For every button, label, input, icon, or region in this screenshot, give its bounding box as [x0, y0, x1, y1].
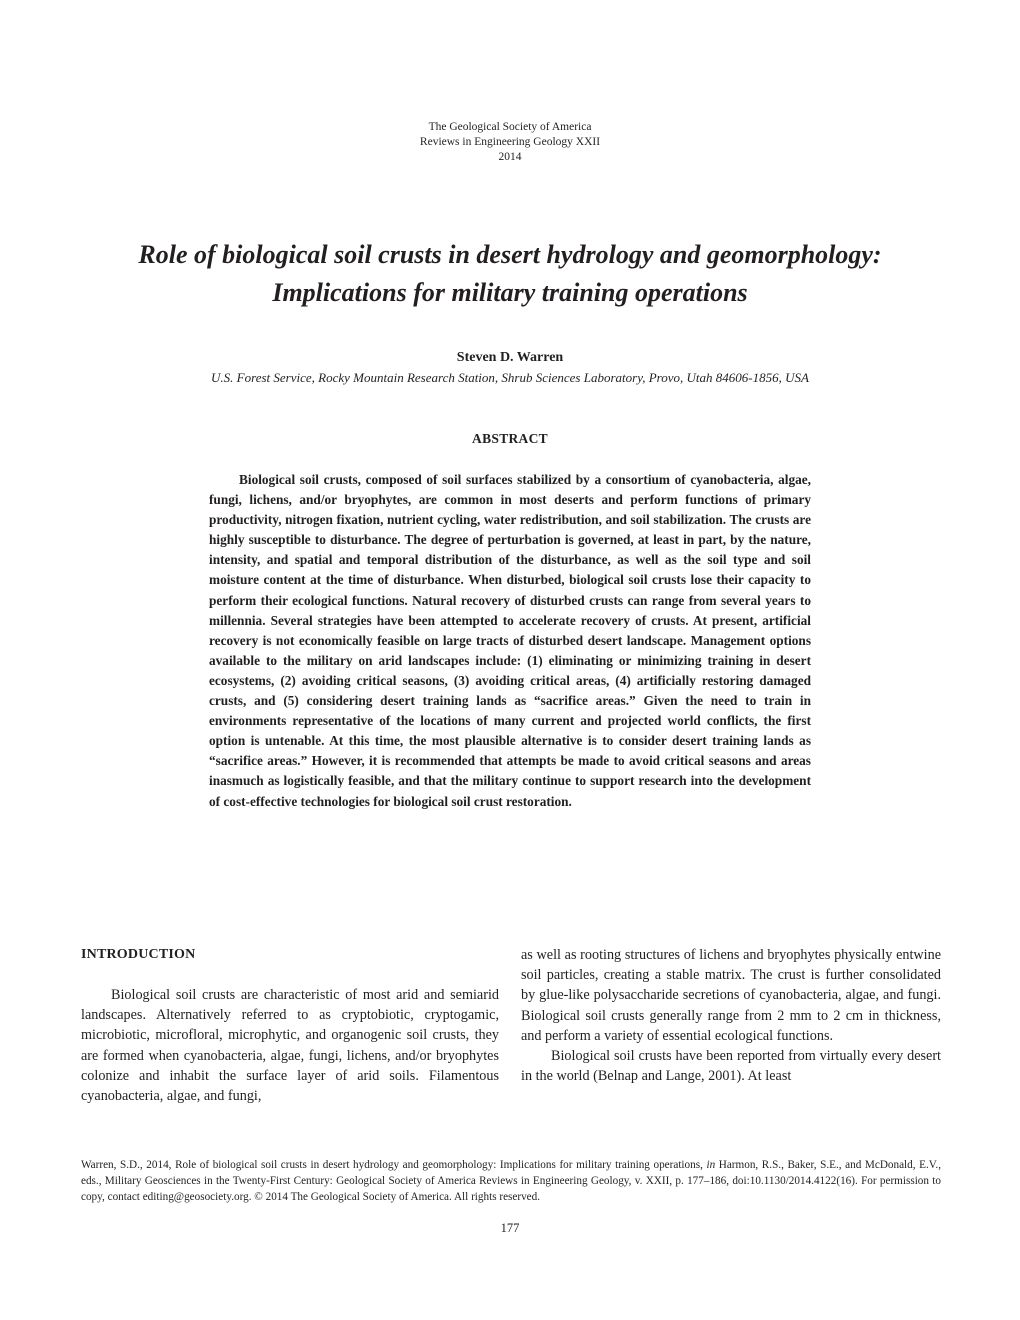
intro-paragraph-continued: as well as rooting structures of lichens and bryophytes physically entwine soil particles, creating a stable matrix. The crust is further consolidated by glue-like polysaccharide secretions of cyanobacteria, algae, and fungi. Biological soil crusts generally range from 2 mm to 2 cm in thickness, and perform a variety of essential ecological functions. — [521, 947, 941, 1044]
left-column — [81, 945, 499, 1106]
title-line-2: Implications for military training operations — [272, 278, 748, 307]
page-number: 177 — [500, 1221, 520, 1235]
intro-paragraph-2: Biological soil crusts have been reported from virtually every desert in the world (Belnap and Lange, 2001). At least — [521, 1048, 941, 1085]
journal-masthead — [0, 120, 1020, 165]
right-column — [521, 945, 941, 1086]
author-name: Steven D. Warren — [456, 350, 564, 365]
society-name: The Geological Society of America — [428, 121, 592, 133]
series-name: Reviews in Engineering Geology XXII — [419, 136, 601, 148]
author-affiliation: U.S. Forest Service, Rocky Mountain Research Station, Shrub Sciences Laboratory, Provo, Utah 84606-1856, USA — [211, 370, 809, 385]
intro-paragraph-1: Biological soil crusts are characteristic of most arid and semiarid landscapes. Alternatively referred to as cryptobiotic, cryptogamic, microbiotic, microfloral, microphytic, and organogenic soil crusts, they are formed when cyanobacteria, algae, fungi, lichens, and/or bryophytes colonize and inhabit the surface layer of arid soils. Filamentous cyanobacteria, algae, and fungi, — [81, 987, 499, 1105]
title-line-1: Role of biological soil crusts in desert hydrology and geomorphology: — [138, 240, 882, 269]
abstract-heading: ABSTRACT — [472, 431, 548, 446]
citation-footnote — [81, 1157, 941, 1205]
footnote-citation-start: Warren, S.D., 2014, Role of biological soil crusts in desert hydrology and geomorphology: Implications for military training operations, — [81, 1159, 707, 1171]
introduction-heading: INTRODUCTION — [81, 947, 196, 962]
publication-year: 2014 — [498, 151, 522, 163]
footnote-citation-end: Harmon, R.S., Baker, S.E., and McDonald, E.V., eds., Military Geosciences in the Twenty-First Century: Geological Society of America Reviews in Engineering Geology, v. XXII, p. 177–186, doi:10.1130/2014.4122(16). For permission to copy, contact editing@geosociety.org. © 2014 The Geological Society of America. All rights reserved. — [81, 1159, 941, 1203]
footnote-in-word: in — [706, 1159, 716, 1171]
article-title — [40, 236, 980, 312]
abstract-text: Biological soil crusts, composed of soil surfaces stabilized by a consortium of cyanobacteria, algae, fungi, lichens, and/or bryophytes, are common in most deserts and perform functions of primary productivity, nitrogen fixation, nutrient cycling, water redistribution, and soil stabilization. The crusts are highly susceptible to disturbance. The degree of perturbation is governed, at least in part, by the nature, intensity, and spatial and temporal distribution of the disturbance, as well as the soil type and soil moisture content at the time of disturbance. When disturbed, biological soil crusts lose their capacity to perform their ecological functions. Natural recovery of disturbed crusts can range from several years to millennia. Several strategies have been attempted to accelerate recovery of crusts. At present, artificial recovery is not economically feasible on large tracts of disturbed desert landscape. Management options available to the military on arid landscapes include: (1) eliminating or minimizing training in desert ecosystems, (2) avoiding critical seasons, (3) avoiding critical areas, (4) artificially restoring damaged crusts, and (5) considering desert training lands as “sacrifice areas.” Given the need to train in environments representative of the locations of many current and projected world conflicts, the first option is untenable. At this time, the most plausible alternative is to consider desert training lands as “sacrifice areas.” However, it is recommended that attempts be made to avoid critical seasons and areas inasmuch as logistically feasible, and that the military continue to support research into the development of cost-effective technologies for biological soil crust restoration. — [209, 472, 811, 809]
